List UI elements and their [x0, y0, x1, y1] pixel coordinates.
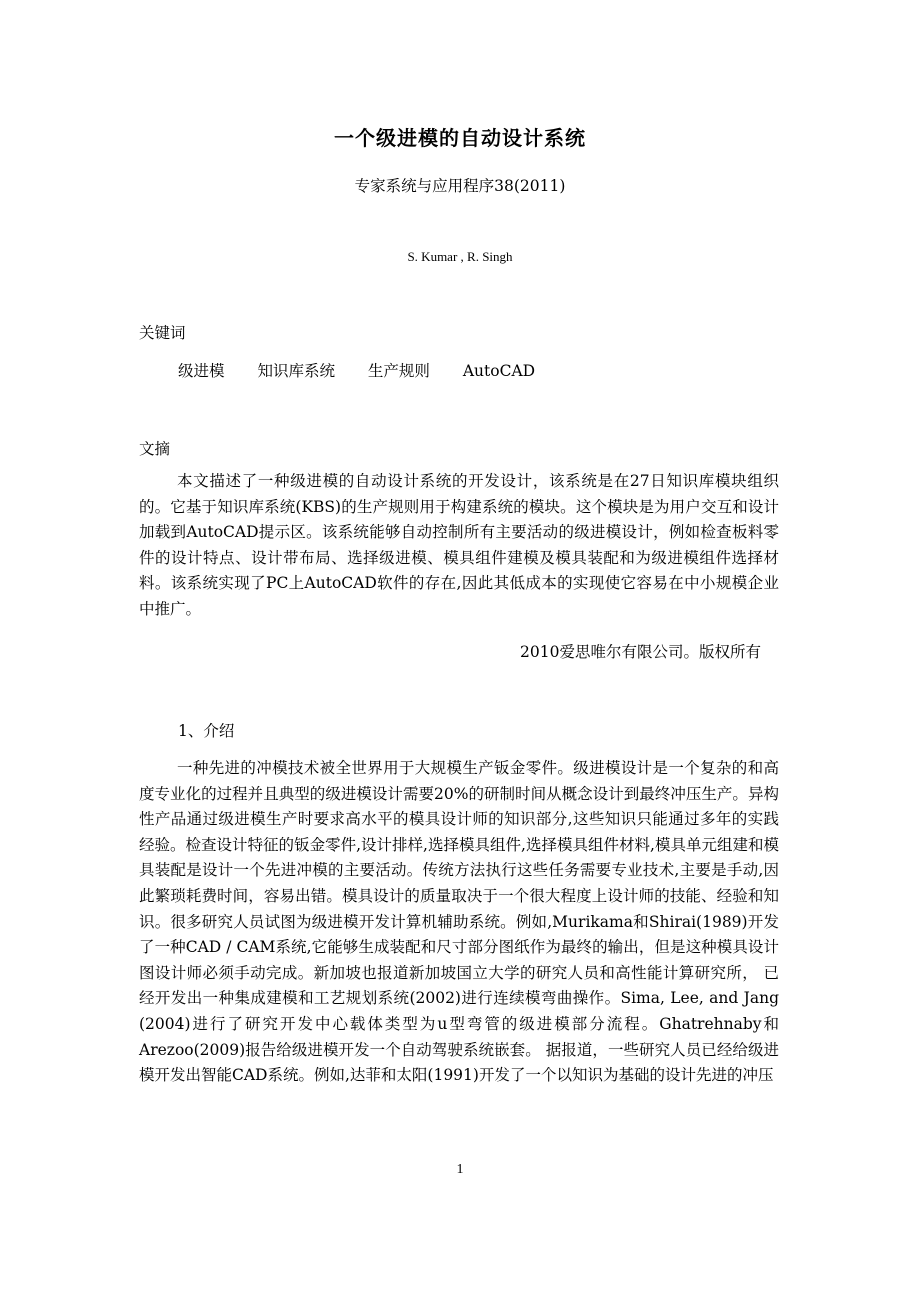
author-list: S. Kumar , R. Singh — [407, 249, 513, 264]
page-number: 1 — [456, 1162, 464, 1177]
keyword: 知识库系统 — [257, 362, 335, 380]
abstract-heading: 文摘 — [139, 440, 171, 458]
keyword: 生产规则 — [367, 362, 430, 380]
keyword: 级进模 — [178, 362, 225, 380]
abstract-paragraph: 本文描述了一种级进模的自动设计系统的开发设计，该系统是在27日知识库模块组织的。它基于知识库系统(KBS)的生产规则用于构建系统的模块。这个模块是为用户交互和设计加载到AutoCAD提示区。该系统能够自动控制所有主要活动的级进模设计，例如检查板料零件的设计特点、设计带布局、选择级进模、模具组件建模及模具装配和为级进模组件选择材料。该系统实现了PC上AutoCAD软件的存在,因此其低成本的实现使它容易在中小规模企业中推广。 — [139, 472, 779, 618]
journal-citation: 专家系统与应用程序38(2011) — [354, 177, 566, 195]
keywords-heading: 关键词 — [139, 324, 186, 342]
keywords-list — [178, 359, 563, 381]
introduction-paragraph: 一种先进的冲模技术被全世界用于大规模生产钣金零件。级进模设计是一个复杂的和高度专业化的过程并且典型的级进模设计需要20%的研制时间从概念设计到最终冲压生产。异构性产品通过级进模生产时要求高水平的模具设计师的知识部分,这些知识只能通过多年的实践经验。检查设计特征的钣金零件,设计排样,选择模具组件,选择模具组件材料,模具单元组建和模具装配是设计一个先进冲模的主要活动。传统方法执行这些任务需要专业技术,主要是手动,因此繁琐耗费时间，容易出错。模具设计的质量取决于一个很大程度上设计师的技能、经验和知识。很多研究人员试图为级进模开发计算机辅助系统。例如,Murikama和Shirai(1989)开发了一种CAD / CAM系统,它能够生成装配和尺寸部分图纸作为最终的输出，但是这种模具设计图设计师必须手动完成。新加坡也报道新加坡国立大学的研究人员和高性能计算研究所， 已经开发出一种集成建模和工艺规划系统(2002)进行连续模弯曲操作。Sima, Lee, and Jang (2004)进行了研究开发中心载体类型为u型弯管的级进模部分流程。Ghatrehnaby和Arezoo(2009)报告给级进模开发一个自动驾驶系统嵌套。 据报道，一些研究人员已经给级进模开发出智能CAD系统。例如,达菲和太阳(1991)开发了一个以知识为基础的设计先进的冲压 — [139, 759, 779, 1085]
copyright-notice: 2010爱思唯尔有限公司。版权所有 — [520, 643, 761, 661]
section-heading-introduction: 1、介绍 — [178, 722, 235, 740]
paper-title: 一个级进模的自动设计系统 — [334, 126, 586, 150]
keyword: AutoCAD — [462, 362, 536, 380]
